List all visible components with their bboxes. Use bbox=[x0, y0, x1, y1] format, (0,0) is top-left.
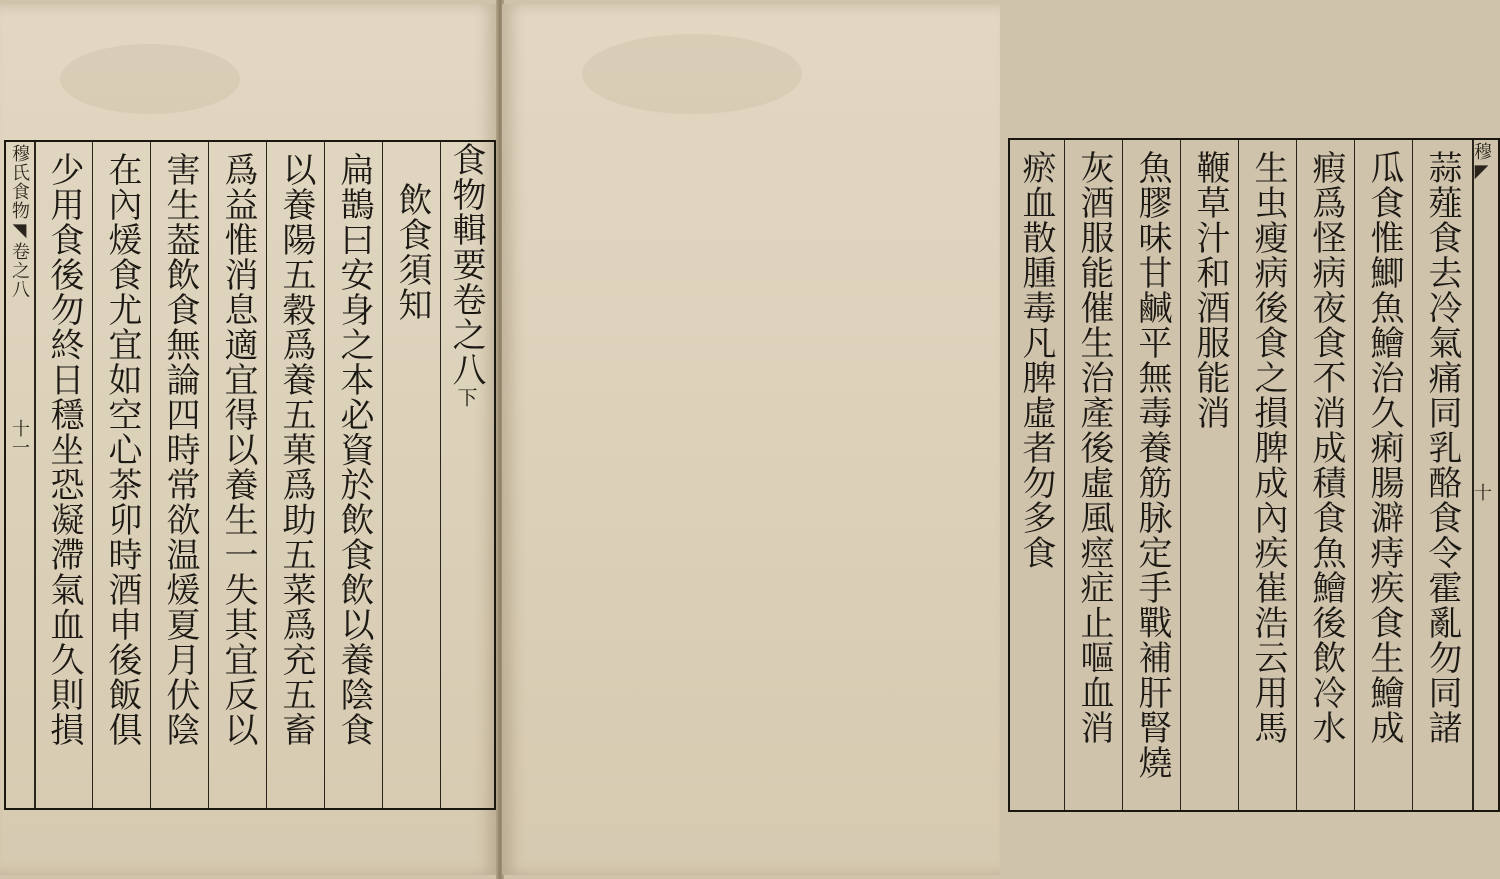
fish-tail-icon: ◤ bbox=[1471, 161, 1492, 183]
right-column-1: 蒜薤食去冷氣痛同乳酪食令霍亂勿同諸 bbox=[1422, 150, 1462, 745]
column-rule bbox=[1064, 140, 1065, 810]
left-column-6: 少用食後勿終日穩坐恐凝滯氣血久則損 bbox=[44, 152, 84, 747]
left-column-4: 害生葢飲食無論四時常欲温煖夏月伏陰 bbox=[160, 152, 200, 747]
fish-tail-icon: ◥ bbox=[9, 220, 30, 242]
paper-stain bbox=[582, 34, 802, 114]
right-column-3: 瘕爲怪病夜食不消成積食魚鱠後飲冷水 bbox=[1306, 150, 1346, 745]
chapter-title: 食物輯要卷之八 bbox=[446, 142, 486, 387]
section-heading: 飲食須知 bbox=[392, 182, 432, 322]
column-rule bbox=[92, 142, 93, 808]
column-rule bbox=[1122, 140, 1123, 810]
block-folio: 十 bbox=[1471, 483, 1492, 502]
column-rule bbox=[382, 142, 383, 808]
block-heart bbox=[6, 142, 34, 808]
paper-stain bbox=[60, 44, 240, 114]
chapter-title-column bbox=[438, 142, 494, 808]
block-title: 穆 bbox=[1471, 142, 1492, 161]
column-rule bbox=[324, 142, 325, 808]
right-page bbox=[502, 4, 1492, 875]
chapter-subtitle: 下 bbox=[454, 387, 478, 408]
right-column-4: 生虫瘦病後食之損脾成內疾崔浩云用馬 bbox=[1248, 150, 1288, 745]
column-rule bbox=[1354, 140, 1355, 810]
right-column-8: 瘀血散腫毒凡脾虛者勿多食 bbox=[1016, 150, 1056, 570]
column-rule bbox=[150, 142, 151, 808]
column-rule bbox=[1180, 140, 1181, 810]
block-heart bbox=[1472, 140, 1496, 810]
column-rule bbox=[266, 142, 267, 808]
right-column-7: 灰酒服能催生治產後虛風痙症止嘔血消 bbox=[1074, 150, 1114, 745]
block-volume: 卷之八 bbox=[9, 242, 30, 299]
right-column-2: 瓜食惟鯽魚鱠治久痢腸澼痔疾食生鱠成 bbox=[1364, 150, 1404, 745]
left-text-frame bbox=[4, 140, 496, 810]
left-column-1: 扁鵲曰安身之本必資於飲食飲以養陰食 bbox=[334, 152, 374, 747]
block-folio: 十一 bbox=[9, 419, 30, 457]
column-rule bbox=[1296, 140, 1297, 810]
column-rule bbox=[1412, 140, 1413, 810]
left-column-5: 在內煖食尤宜如空心茶卯時酒申後飯俱 bbox=[102, 152, 142, 747]
right-column-5: 鞭草汁和酒服能消 bbox=[1190, 150, 1230, 430]
left-page bbox=[0, 4, 498, 875]
left-column-2: 以養陽五穀爲養五菓爲助五菜爲充五畜 bbox=[276, 152, 316, 747]
block-title: 穆氏食物 bbox=[9, 144, 30, 220]
column-rule bbox=[208, 142, 209, 808]
right-text-frame bbox=[1008, 138, 1500, 812]
column-rule bbox=[1238, 140, 1239, 810]
right-column-6: 魚膠味甘鹹平無毒養筋脉定手戰補肝腎燒 bbox=[1132, 150, 1172, 780]
left-column-3: 爲益惟消息適宜得以養生一失其宜反以 bbox=[218, 152, 258, 747]
